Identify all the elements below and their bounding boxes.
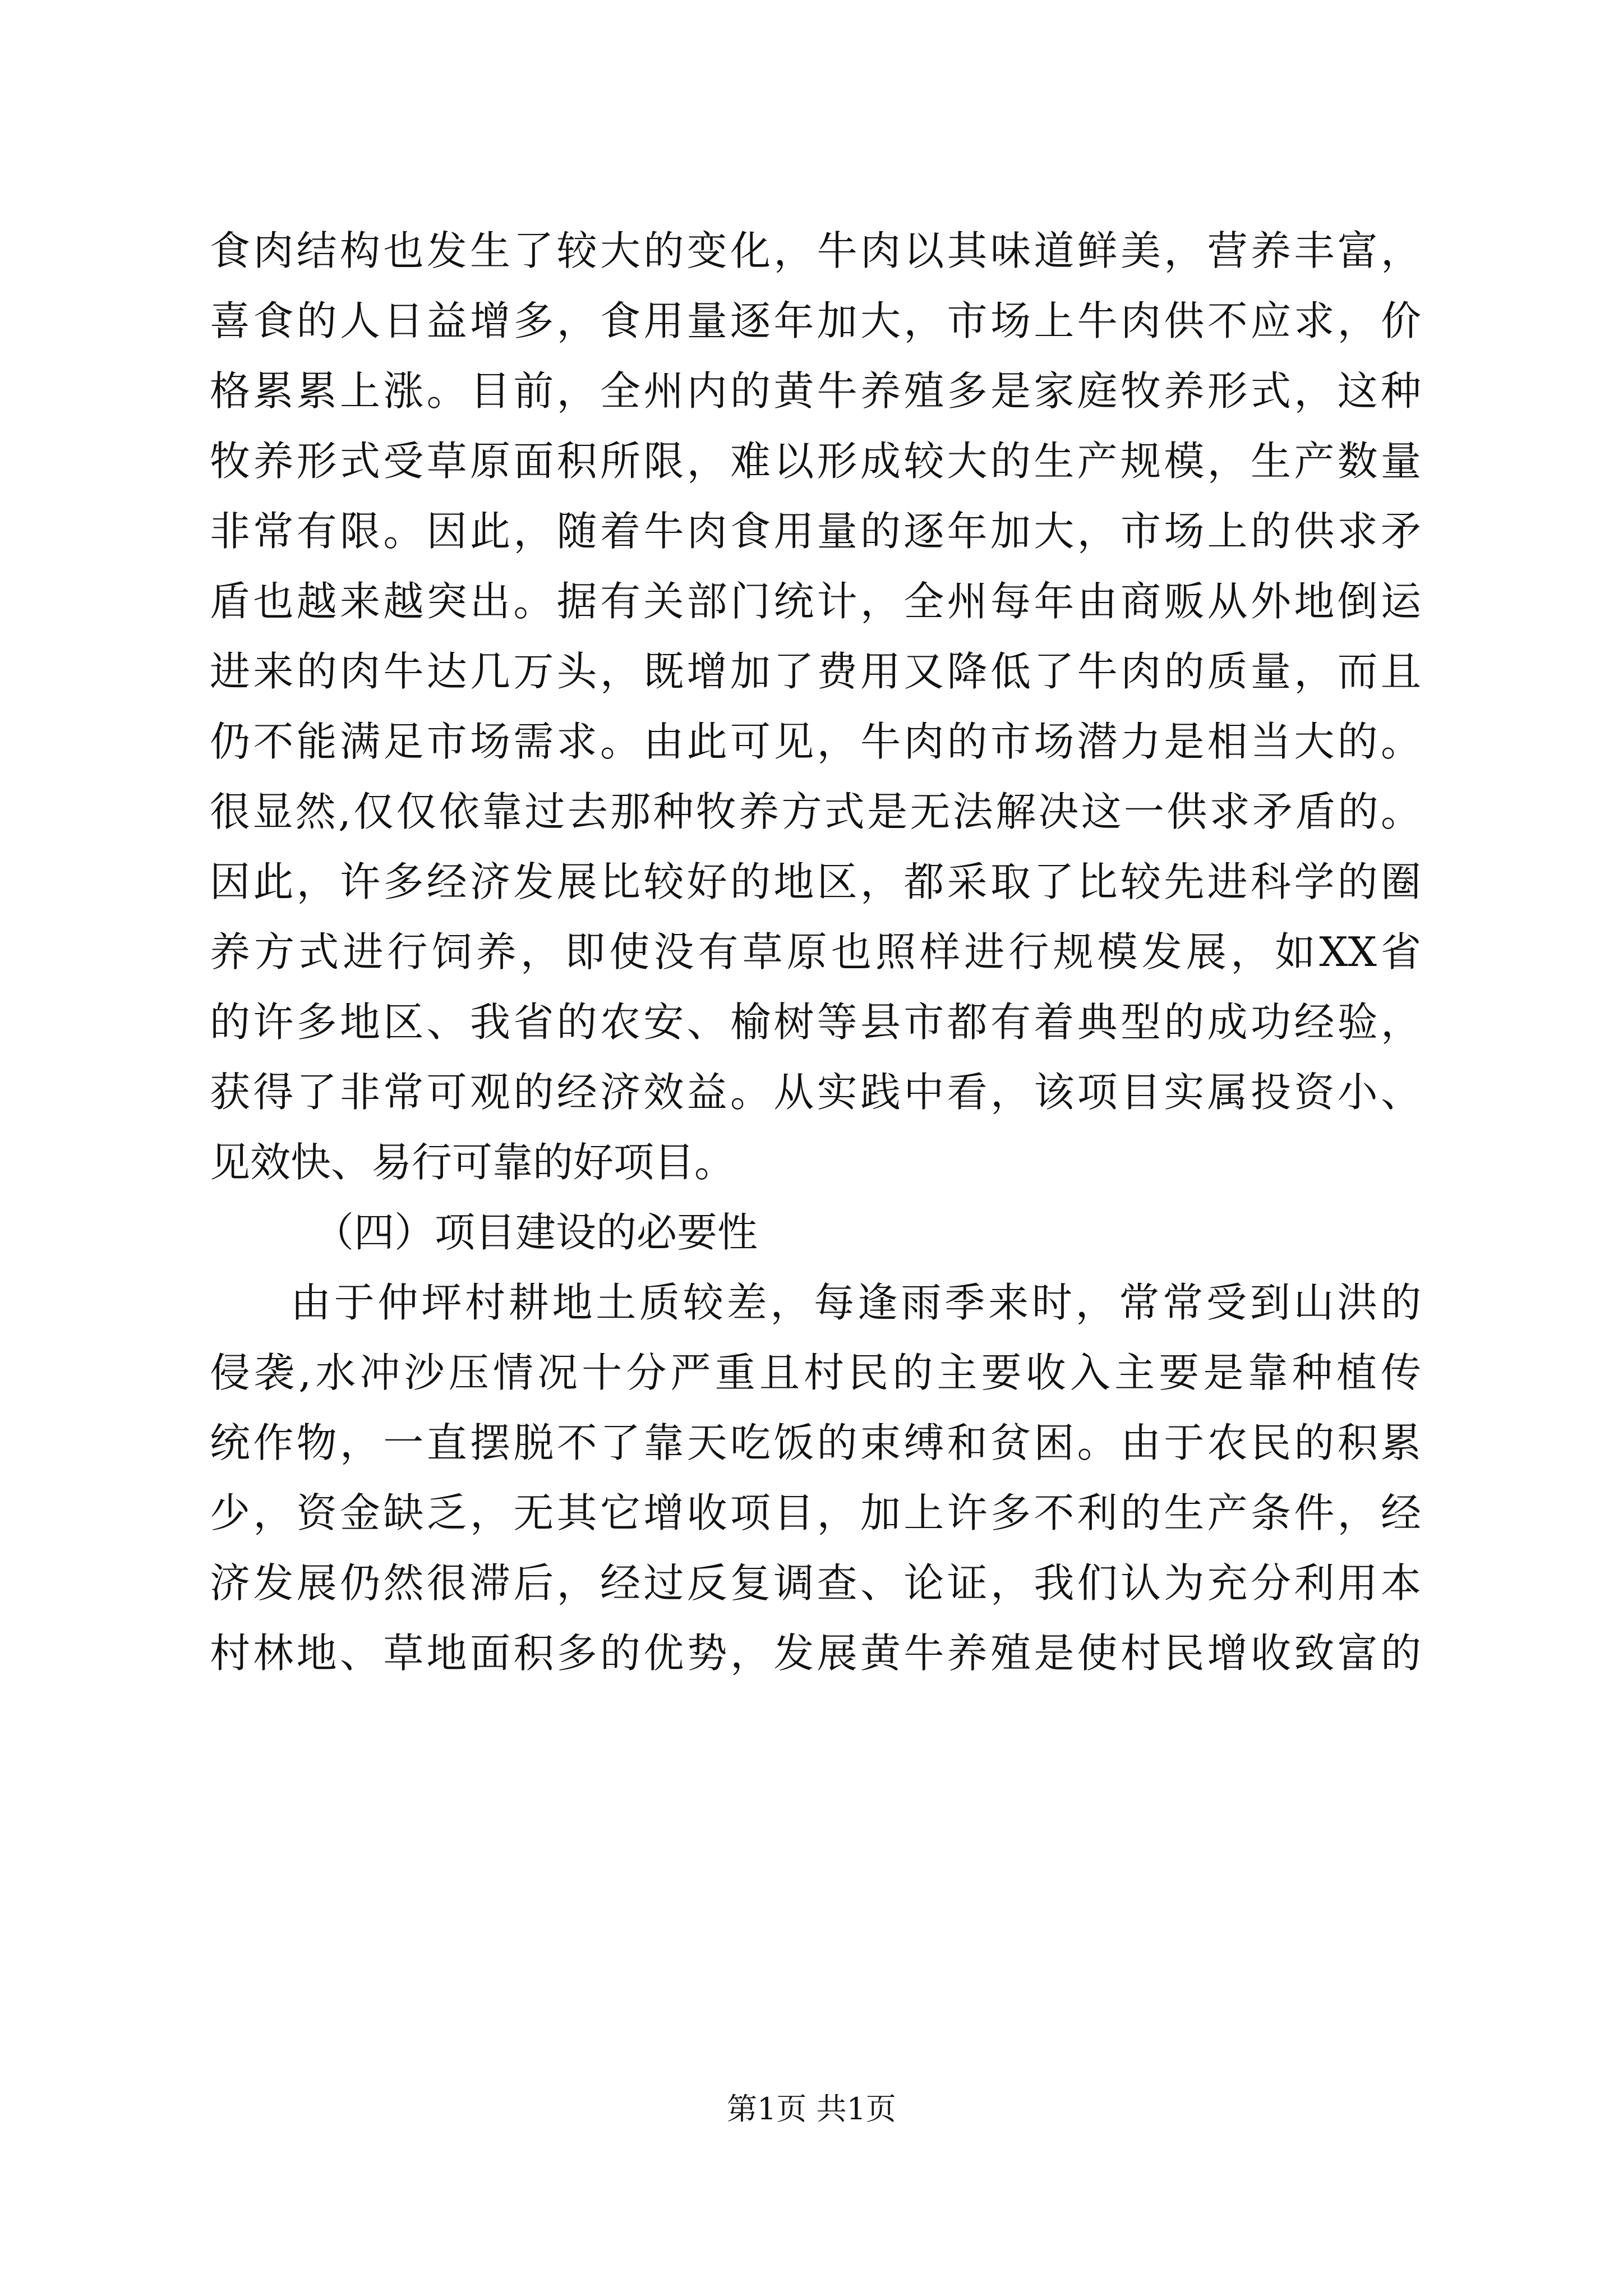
text-line-19: 少，资金缺乏，无其它增收项目，加上许多不利的生产条件，经 [210, 1489, 1421, 1536]
text-line-20: 济发展仍然很滞后，经过反复调查、论证，我们认为充分利用本 [210, 1559, 1421, 1607]
text-line-6: 盾也越来越突出。据有关部门统计，全州每年由商贩从外地倒运 [210, 578, 1421, 625]
text-line-12: 的许多地区、我省的农安、榆树等县市都有着典型的成功经验， [210, 999, 1421, 1046]
text-line-8: 仍不能满足市场需求。由此可见，牛肉的市场潜力是相当大的。 [210, 718, 1421, 765]
document-body [210, 216, 1421, 1688]
text-line-5: 非常有限。因此，随着牛肉食用量的逐年加大，市场上的供求矛 [210, 508, 1421, 555]
text-line-7: 进来的肉牛达几万头，既增加了费用又降低了牛肉的质量，而且 [210, 648, 1421, 695]
text-line-21: 村林地、草地面积多的优势，发展黄牛养殖是使村民增收致富的 [210, 1630, 1421, 1677]
text-line-10: 因此，许多经济发展比较好的地区，都采取了比较先进科学的圈 [210, 858, 1421, 905]
page-footer: 第1页 共1页 [727, 2091, 896, 2127]
text-line-11: 养方式进行饲养，即使没有草原也照样进行规模发展，如XX省 [210, 928, 1421, 976]
text-line-4: 牧养形式受草原面积所限，难以形成较大的生产规模，生产数量 [210, 438, 1421, 485]
text-line-1: 食肉结构也发生了较大的变化，牛肉以其味道鲜美，营养丰富， [210, 227, 1421, 274]
text-line-16: 由于仲坪村耕地土质较差，每逢雨季来时，常常受到山洪的 [291, 1279, 1421, 1326]
text-line-3: 格累累上涨。目前，全州内的黄牛养殖多是家庭牧养形式，这种 [210, 367, 1421, 415]
text-line-17: 侵袭,水冲沙压情况十分严重且村民的主要收入主要是靠种植传 [210, 1349, 1421, 1396]
text-line-2: 喜食的人日益增多，食用量逐年加大，市场上牛肉供不应求，价 [210, 297, 1421, 344]
text-line-14: 见效快、易行可靠的好项目。 [210, 1139, 735, 1186]
text-line-18: 统作物，一直摆脱不了靠天吃饭的束缚和贫困。由于农民的积累 [210, 1419, 1421, 1466]
text-line-13: 获得了非常可观的经济效益。从实践中看，该项目实属投资小、 [210, 1069, 1421, 1116]
section-heading: （四）项目建设的必要性 [313, 1209, 758, 1256]
text-line-9: 很显然,仅仅依靠过去那种牧养方式是无法解决这一供求矛盾的。 [210, 788, 1421, 835]
